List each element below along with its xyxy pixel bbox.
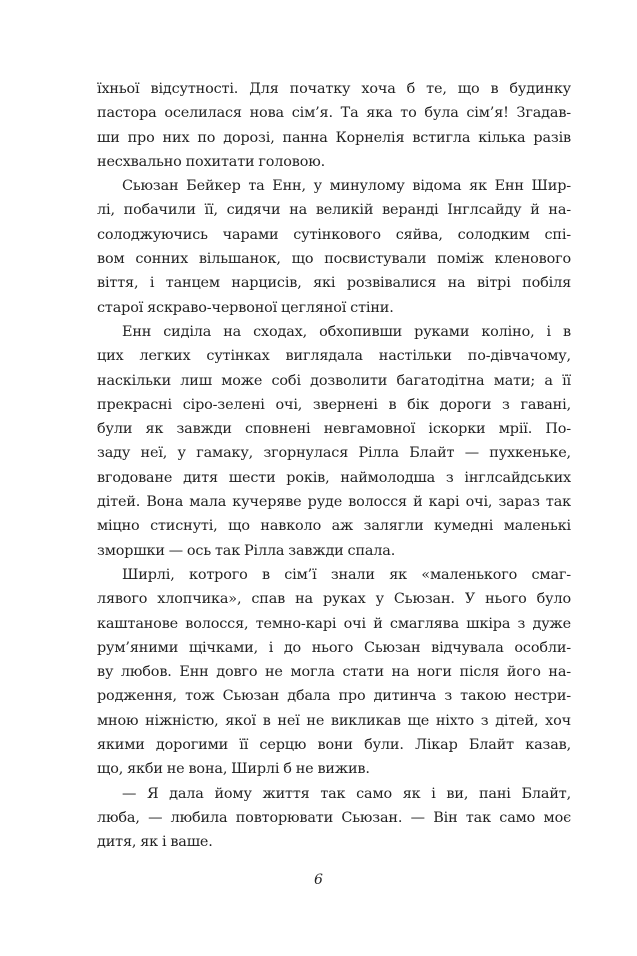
text-line: ши про них по дорозі, панна Корнелія встигла кілька разів [97, 129, 571, 146]
text-line: що, якби не вона, Ширлі б не вижив. [97, 761, 370, 778]
text-line: люба, — любила повторювати Сьюзан. — Він так само моє [97, 809, 571, 826]
text-line: прекрасні сіро-зелені очі, звернені в бік дороги з гавані, [97, 396, 571, 413]
text-line: були як завжди сповнені невгамовної іскорки мрії. По- [97, 421, 571, 438]
body-text [97, 77, 571, 855]
text-line: Сьюзан Бейкер та Енн, у минулому відома як Енн Шир- [122, 178, 571, 195]
paragraph-2 [97, 174, 571, 320]
paragraph-5 [97, 782, 571, 855]
text-line: заду неї, у гамаку, згорнулася Рілла Блайт — пухкеньке, [97, 445, 571, 462]
text-line: вом сонних вільшанок, що посвистували поміж кленового [97, 251, 571, 268]
text-line: Енн сиділа на сходах, обхопивши руками коліно, і в [122, 323, 571, 340]
text-line: зморшки — ось так Рілла завжди спала. [97, 542, 396, 559]
text-line: старої яскраво-червоної цегляної стіни. [97, 299, 394, 316]
text-line: вгодоване дитя шести років, наймолодша з інглсайдських [97, 469, 571, 486]
text-line: мною ніжністю, якої в неї не викликав ще ніхто з дітей, хоч [97, 712, 571, 729]
text-line: несхвально похитати головою. [97, 153, 326, 170]
text-line: — Я дала йому життя так само як і ви, пані Блайт, [122, 785, 571, 802]
text-line: ву любов. Енн довго не могла стати на ноги після його на- [97, 664, 571, 681]
text-line: дітей. Вона мала кучеряве руде волосся й карі очі, зараз так [97, 494, 571, 511]
text-line: Ширлі, котрого в сім’ї знали як «маленького смаг- [122, 566, 571, 583]
text-line: віття, і танцем нарцисів, які розвівалися на вітрі побіля [97, 275, 571, 292]
text-line: пастора оселилася нова сім’я. Та яка то була сім’я! Згадав- [97, 105, 571, 122]
paragraph-1 [97, 77, 571, 174]
paragraph-4 [97, 563, 571, 782]
paragraph-3 [97, 320, 571, 563]
page-number: 6 [314, 872, 323, 888]
text-line: солоджуючись чарами сутінкового сяйва, солодким спі- [97, 226, 571, 243]
text-line: каштанове волосся, темно-карі очі й смаглява шкіра з дуже [97, 615, 571, 632]
text-line: наскільки лиш може собі дозволити багатодітна мати; а її [97, 372, 571, 389]
text-line: родження, тож Сьюзан дбала про дитинча з такою нестри- [97, 688, 571, 705]
text-line: їхньої відсутності. Для початку хоча б те, що в будинку [97, 81, 571, 97]
text-line: лявого хлопчика», спав на руках у Сьюзан. У нього було [97, 591, 571, 608]
text-line: міцно стиснуті, що навколо аж залягли кумедні маленькі [97, 518, 571, 535]
text-line: лі, побачили її, сидячи на великій веранді Інглсайду й на- [97, 202, 571, 219]
text-line: цих легких сутінках виглядала настільки по-дівчачому, [97, 348, 571, 365]
text-line: якими дорогими її серцю вони були. Лікар Блайт казав, [97, 737, 571, 754]
text-line: рум’яними щічками, і до нього Сьюзан відчувала особли- [97, 639, 571, 656]
text-line: дитя, як і ваше. [97, 834, 213, 851]
